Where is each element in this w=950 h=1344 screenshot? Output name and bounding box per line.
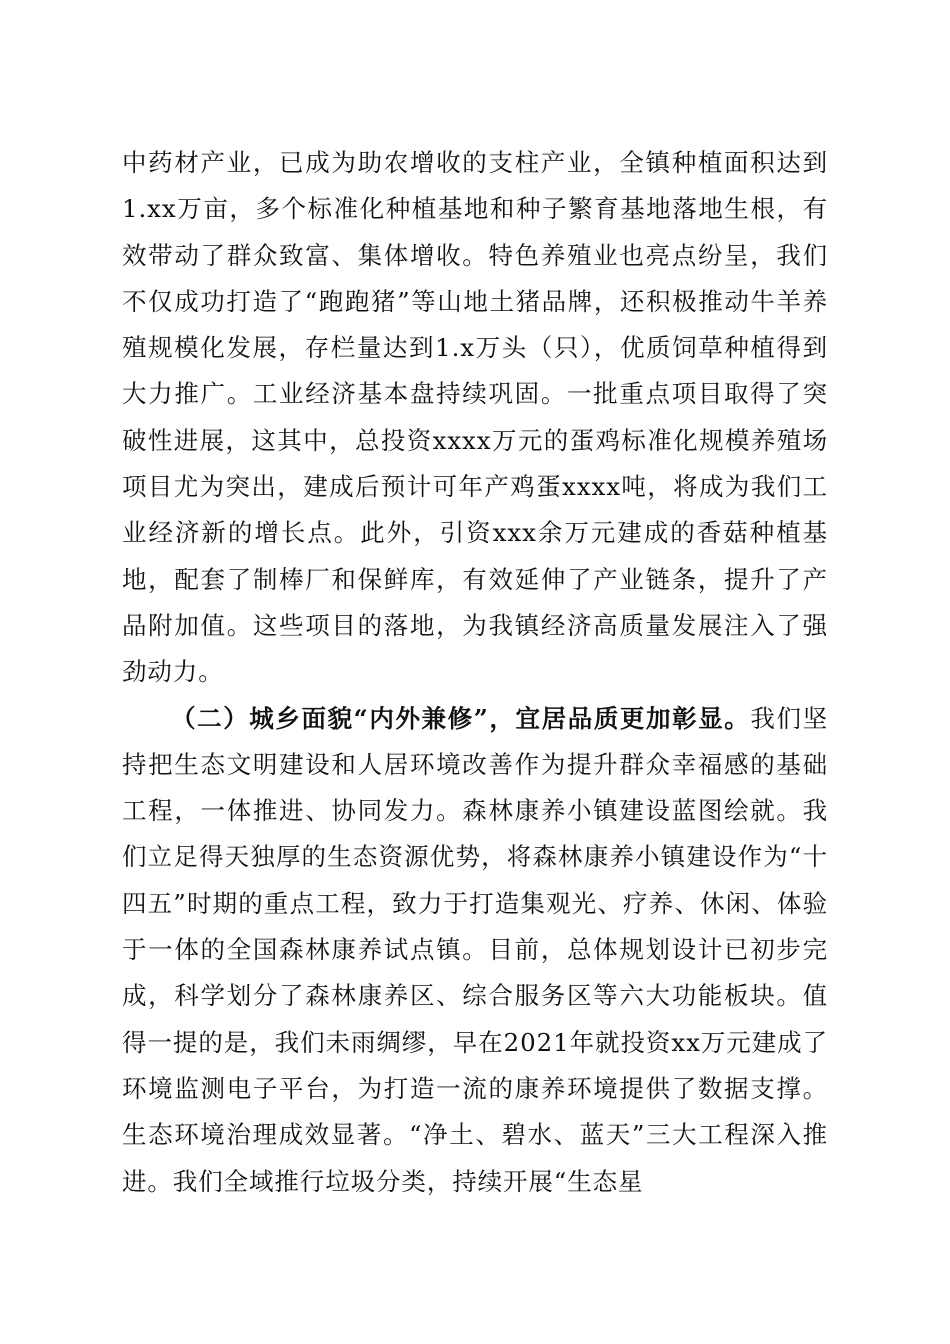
paragraph-industry: 中药材产业，已成为助农增收的支柱产业，全镇种植面积达到1.xx万亩，多个标准化种植基地和种子繁育基地落地生根，有效带动了群众致富、集体增收。特色养殖业也亮点纷呈，我们不仅成功打造了“跑跑猪”等山地土猪品牌，还积极推动牛羊养殖规模化发展，存栏量达到1.x万头（只），优质饲草种植得到大力推广。工业经济基本盘持续巩固。一批重点项目取得了突破性进展，这其中，总投资xxxx万元的蛋鸡标准化规模养殖场项目尤为突出，建成后预计可年产鸡蛋xxxx吨，将成为我们工业经济新的增长点。此外，引资xxx余万元建成的香菇种植基地，配套了制棒厂和保鲜库，有效延伸了产业链条，提升了产品附加值。这些项目的落地，为我镇经济高质量发展注入了强劲动力。 <box>122 148 828 687</box>
section-body-text: 我们坚持把生态文明建设和人居环境改善作为提升群众幸福感的基础工程，一体推进、协同发力。森林康养小镇建设蓝图绘就。我们立足得天独厚的生态资源优势，将森林康养小镇建设作为“十四五”时期的重点工程，致力于打造集观光、疗养、休闲、体验于一体的全国森林康养试点镇。目前，总体规划设计已初步完成，科学划分了森林康养区、综合服务区等六大功能板块。值得一提的是，我们未雨绸缪，早在2021年就投资xx万元建成了环境监测电子平台，为打造一流的康养环境提供了数据支撑。生态环境治理成效显著。“净土、碧水、蓝天”三大工程深入推进。我们全域推行垃圾分类，持续开展“生态星 <box>122 703 828 1196</box>
document-body <box>122 140 828 1205</box>
section-heading: （二）城乡面貌“内外兼修”，宜居品质更加彰显。 <box>171 703 751 733</box>
paragraph-urban-rural <box>122 696 828 1205</box>
